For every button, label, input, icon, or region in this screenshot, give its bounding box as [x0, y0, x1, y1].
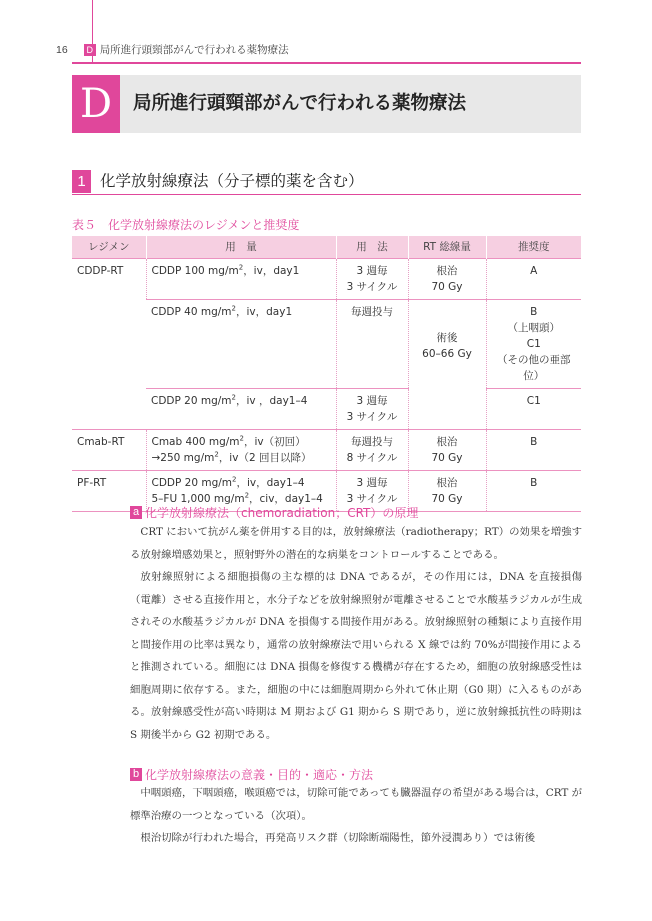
section-heading: [72, 170, 581, 195]
cell-recommendation: B: [486, 470, 581, 511]
cell-regimen: Cmab-RT: [72, 429, 146, 470]
cell-dose: CDDP 20 $mg/m^2$，iv ，day1–4: [146, 388, 336, 429]
section-number: 1: [72, 170, 91, 193]
header-dose: 用 量: [146, 236, 336, 258]
cell-regimen: CDDP-RT: [72, 258, 146, 429]
cell-method: 毎週投与: [336, 299, 408, 388]
cell-rt: 術後 60–66 Gy: [408, 299, 486, 429]
subsection-heading-a: [130, 504, 418, 521]
running-header: [56, 42, 289, 57]
regimen-table: [72, 236, 581, 512]
cell-method: 毎週投与 8 サイクル: [336, 429, 408, 470]
cell-recommendation: C1: [486, 388, 581, 429]
subsection-label-a: a: [130, 506, 142, 519]
paragraph: 放射線照射による細胞損傷の主な標的は DNA であるが，その作用には，DNA を直接損傷（電離）させる直接作用と，水分子などを放射線照射が電離させることで水酸基ラジカルが生成されその水酸基ラジカルが DNA を損傷する間接作用がある。放射線照射の種類により直接作用と間接作用の比率は異なり，通常の放射線療法で用いられる X 線では約 70%が間接作用によると推測されている。細胞には DNA 損傷を修復する機構が存在するため，細胞の放射線感受性は細胞周期に依存する。また，細胞の中には細胞周期から外れて休止期（G0 期）に入るものがある。放射線感受性が高い時期は M 期および G1 期から S 期であり，逆に放射線抵抗性の時期は S 期後半から G2 初期である。: [130, 571, 582, 741]
subsection-heading-b: [130, 766, 373, 783]
subsection-title-b: 化学放射線療法の意義・目的・適応・方法: [145, 768, 374, 782]
page-number: 16: [56, 43, 68, 56]
subsection-label-b: b: [130, 768, 142, 781]
cell-rt: 根治 70 Gy: [408, 429, 486, 470]
section-b-body: [130, 782, 582, 850]
cell-dose: CDDP 40 $mg/m^2$，iv，day1: [146, 299, 336, 388]
chapter-heading: [72, 75, 581, 133]
table-row: [72, 258, 581, 299]
table-row: [72, 388, 581, 429]
cell-recommendation: A: [486, 258, 581, 299]
table-header-row: [72, 236, 581, 258]
cell-rt: 根治 70 Gy: [408, 258, 486, 299]
section-a-body: [130, 521, 582, 746]
cell-method: 3 週毎 3 サイクル: [336, 470, 408, 511]
cell-dose: CDDP 20 $mg/m^2$，iv，day1–4 5–FU 1,000 $mg/m^2$，civ，day1–4: [146, 470, 336, 511]
cell-regimen: PF-RT: [72, 470, 146, 511]
header-rule: [72, 62, 581, 64]
cell-dose: Cmab 400 $mg/m^2$，iv（初回） →250 $mg/m^2$，iv（2 回目以降）: [146, 429, 336, 470]
cell-recommendation: B: [486, 429, 581, 470]
header-recommendation: 推奨度: [486, 236, 581, 258]
cell-method: 3 週毎 3 サイクル: [336, 388, 408, 429]
cell-recommendation: B （上咽頭） C1 （その他の亜部位）: [486, 299, 581, 388]
section-title: 化学放射線療法（分子標的薬を含む）: [100, 172, 364, 190]
paragraph: 中咽頭癌，下咽頭癌，喉頭癌では，切除可能であっても臓器温存の希望がある場合は，CRT が標準治療の一つとなっている（次項）。: [130, 787, 582, 822]
chapter-tag: D: [84, 44, 96, 56]
subsection-title-a: 化学放射線療法（chemoradiation；CRT）の原理: [145, 506, 419, 520]
header-regimen: レジメン: [72, 236, 146, 258]
header-rt-dose: RT 総線量: [408, 236, 486, 258]
table-row: [72, 299, 581, 388]
cell-rt: 根治 70 Gy: [408, 470, 486, 511]
running-title: 局所進行頭頸部がんで行われる薬物療法: [99, 44, 289, 56]
chapter-letter: D: [72, 75, 120, 133]
paragraph: 根治切除が行われた場合，再発高リスク群（切除断端陽性，節外浸潤あり）では術後: [140, 832, 536, 844]
cell-dose: CDDP 100 $mg/m^2$，iv，day1: [146, 258, 336, 299]
cell-method: 3 週毎 3 サイクル: [336, 258, 408, 299]
table-row: [72, 429, 581, 470]
header-method: 用 法: [336, 236, 408, 258]
table-caption: 表５ 化学放射線療法のレジメンと推奨度: [72, 218, 300, 232]
paragraph: CRT において抗がん薬を併用する目的は，放射線療法（radiotherapy；RT）の効果を増強する放射線増感効果と，照射野外の潜在的な病巣をコントロールすることである。: [130, 526, 582, 561]
chapter-title: 局所進行頭頸部がんで行われる薬物療法: [133, 93, 467, 114]
